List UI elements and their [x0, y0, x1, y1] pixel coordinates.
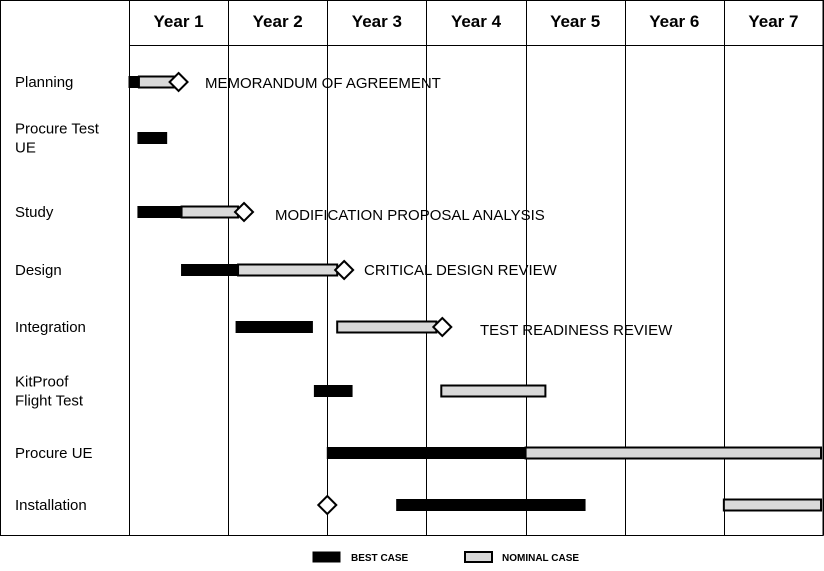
milestone-annotation-2: MODIFICATION PROPOSAL ANALYSIS	[275, 207, 545, 224]
column-header-year-2: Year 2	[252, 12, 303, 31]
milestone-annotation-0: MEMORANDUM OF AGREEMENT	[205, 75, 441, 92]
nominal-bar-7-0	[724, 500, 821, 511]
column-header-year-1: Year 1	[153, 12, 204, 31]
nominal-bar-6-0	[526, 448, 821, 459]
nominal-bar-5-0	[441, 386, 545, 397]
legend-label-nominal: NOMINAL CASE	[502, 553, 580, 564]
best-bar-1-0	[138, 133, 167, 144]
nominal-bar-3-0	[238, 265, 337, 276]
nominal-bar-4-0	[337, 322, 436, 333]
legend-swatch-best	[313, 552, 340, 562]
column-header-year-5: Year 5	[550, 12, 601, 31]
task-label-5-line-1: Flight Test	[15, 392, 84, 410]
milestone-annotation-4: TEST READINESS REVIEW	[480, 322, 673, 339]
nominal-bar-2-0	[182, 207, 239, 218]
best-bar-3-0	[182, 265, 239, 276]
best-bar-4-0	[236, 322, 312, 333]
task-label-1-line-1: UE	[15, 139, 36, 157]
column-header-year-4: Year 4	[450, 12, 502, 31]
task-label-1-line-0: Procure Test	[15, 120, 99, 138]
column-header-year-7: Year 7	[748, 12, 799, 31]
best-bar-0-0	[129, 77, 139, 88]
best-bar-7-0	[397, 500, 585, 511]
task-label-4-line-0: Integration	[15, 319, 86, 336]
column-header-year-6: Year 6	[649, 12, 700, 31]
task-label-5-line-0: KitProof	[15, 373, 69, 391]
best-bar-2-0	[138, 207, 182, 218]
legend-swatch-nominal	[465, 552, 492, 562]
task-label-6-line-0: Procure UE	[15, 445, 93, 462]
best-bar-6-0	[327, 448, 525, 459]
best-bar-5-0	[314, 386, 352, 397]
milestone-annotation-3: CRITICAL DESIGN REVIEW	[364, 262, 557, 279]
task-label-3-line-0: Design	[15, 262, 62, 279]
legend-label-best: BEST CASE	[351, 553, 409, 564]
task-label-2-line-0: Study	[15, 204, 54, 221]
task-label-7-line-0: Installation	[15, 497, 87, 514]
task-label-0-line-0: Planning	[15, 74, 74, 91]
column-header-year-3: Year 3	[351, 12, 402, 31]
